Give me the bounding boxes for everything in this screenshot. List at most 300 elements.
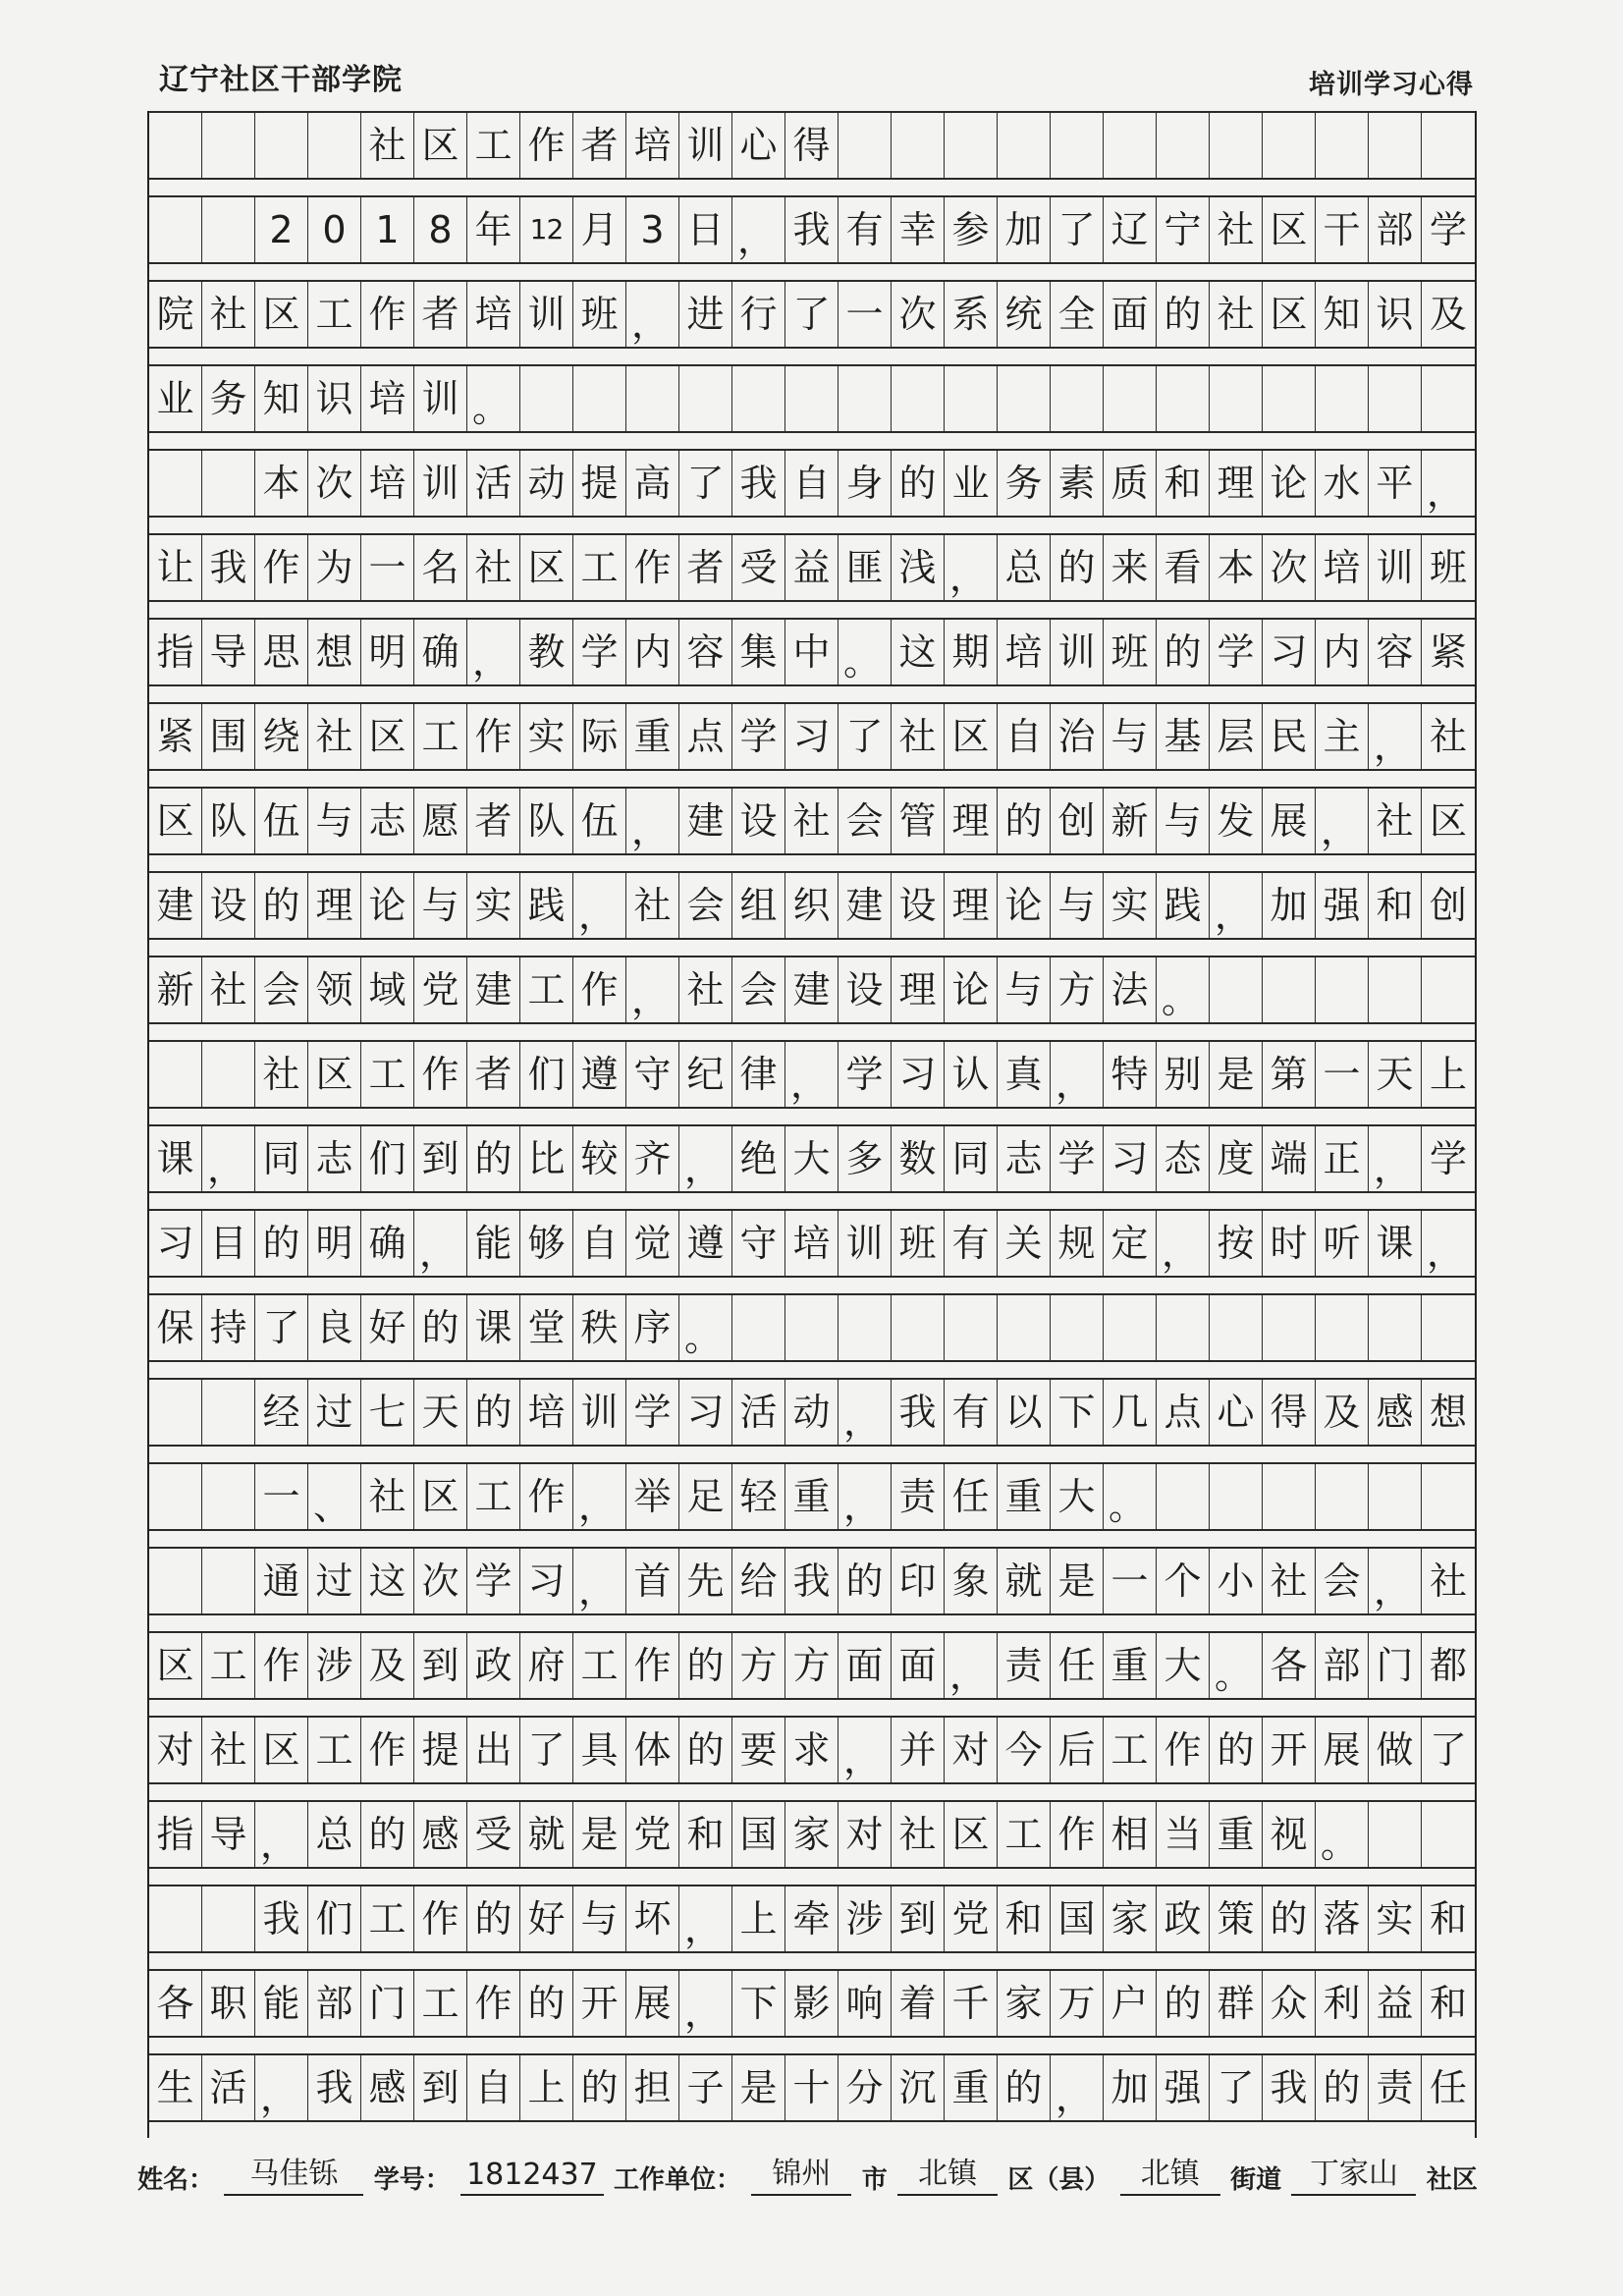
manuscript-cell: 本 (255, 451, 308, 516)
manuscript-cell: 足 (679, 1464, 732, 1529)
manuscript-cell: 设 (732, 789, 785, 853)
manuscript-cell: 训 (520, 282, 573, 347)
manuscript-cell: 国 (732, 1802, 785, 1867)
manuscript-cell: 面 (839, 1633, 892, 1698)
manuscript-cell: 重 (998, 1464, 1051, 1529)
manuscript-cell: 3 (626, 197, 679, 262)
manuscript-cell: 域 (361, 957, 414, 1022)
manuscript-cell: 基 (1157, 704, 1210, 769)
manuscript-row (149, 787, 1475, 871)
manuscript-cell-strip (149, 1378, 1475, 1447)
manuscript-cell: 的 (1051, 535, 1104, 600)
manuscript-cell: 及 (1316, 1380, 1369, 1445)
manuscript-cell: 培 (1316, 535, 1369, 600)
manuscript-cell: 。 (1157, 957, 1210, 1022)
manuscript-cell: 一 (1104, 1549, 1157, 1613)
manuscript-cell: 习 (1263, 620, 1316, 684)
manuscript-cell: 思 (255, 620, 308, 684)
manuscript-cell: 面 (892, 1633, 945, 1698)
manuscript-row (149, 1885, 1475, 1969)
manuscript-cell: 加 (998, 197, 1051, 262)
manuscript-cell: ， (414, 1211, 467, 1276)
manuscript-cell: 绝 (732, 1126, 785, 1191)
manuscript-cell: 出 (467, 1718, 520, 1782)
manuscript-cell: ， (626, 957, 679, 1022)
manuscript-cell: 作 (520, 1464, 573, 1529)
manuscript-cell: 学 (1429, 1137, 1467, 1180)
manuscript-cell: 策 (1210, 1886, 1263, 1951)
manuscript-cell: 作 (414, 1886, 467, 1951)
manuscript-cell: 十 (785, 2055, 839, 2120)
manuscript-cell: 齐 (626, 1126, 679, 1191)
manuscript-cell: 织 (785, 873, 839, 938)
manuscript-cell: 课 (1369, 1211, 1422, 1276)
manuscript-cell: 作 (1051, 1802, 1104, 1867)
name-value: 马佳铄 (224, 2149, 363, 2196)
manuscript-cell: 宁 (1157, 197, 1210, 262)
manuscript-cell: 次 (414, 1549, 467, 1613)
manuscript-cell: 社 (361, 113, 414, 178)
manuscript-cell (998, 366, 1051, 431)
manuscript-cell: 的 (679, 1633, 732, 1698)
manuscript-cell: 求 (785, 1718, 839, 1782)
manuscript-cell: 同 (255, 1126, 308, 1191)
manuscript-cell-strip (149, 1209, 1475, 1278)
manuscript-cell: 想 (308, 620, 361, 684)
manuscript-cell: 理 (945, 789, 998, 853)
manuscript-cell: 社 (892, 1802, 945, 1867)
manuscript-cell: 够 (520, 1211, 573, 1276)
city-label: 市 (861, 2165, 888, 2195)
manuscript-cell: 绕 (255, 704, 308, 769)
manuscript-cell: 社 (308, 704, 361, 769)
manuscript-cell: 建 (839, 873, 892, 938)
manuscript-cell (732, 366, 785, 431)
manuscript-cell (1422, 1464, 1475, 1529)
manuscript-cell: 以 (998, 1380, 1051, 1445)
manuscript-cell: ， (573, 1549, 626, 1613)
manuscript-cell: 紧 (149, 704, 202, 769)
manuscript-cell (945, 113, 998, 178)
manuscript-cell: 对 (839, 1802, 892, 1867)
manuscript-cell (149, 113, 202, 178)
manuscript-cell: 国 (1051, 1886, 1104, 1951)
manuscript-cell: 工 (467, 1464, 520, 1529)
manuscript-cell: 到 (414, 2055, 467, 2120)
manuscript-cell: 。 (1104, 1464, 1157, 1529)
manuscript-cell: 群 (1210, 1971, 1263, 2036)
manuscript-cell: 责 (998, 1633, 1051, 1698)
manuscript-row (149, 1969, 1475, 2053)
manuscript-cell: 次 (1263, 535, 1316, 600)
manuscript-cell-strip (149, 1040, 1475, 1109)
manuscript-cell: 关 (998, 1211, 1051, 1276)
manuscript-cell: 组 (732, 873, 785, 938)
manuscript-cell (1210, 113, 1263, 178)
manuscript-cell: 感 (414, 1802, 467, 1867)
manuscript-cell: 质 (1104, 451, 1157, 516)
manuscript-cell: 与 (414, 873, 467, 938)
manuscript-cell: 了 (255, 1295, 308, 1360)
manuscript-cell: ， (732, 197, 785, 262)
manuscript-cell: 工 (361, 1886, 414, 1951)
manuscript-cell-strip (149, 195, 1475, 264)
manuscript-cell: 重 (626, 704, 679, 769)
manuscript-cell: 动 (520, 451, 573, 516)
manuscript-cell (785, 366, 839, 431)
manuscript-cell: 具 (573, 1718, 626, 1782)
manuscript-row (149, 1124, 1475, 1209)
manuscript-cell: 区 (255, 282, 308, 347)
manuscript-row (149, 871, 1475, 956)
manuscript-cell: ， (839, 1464, 892, 1529)
manuscript-cell: 建 (467, 957, 520, 1022)
manuscript-cell: 责 (892, 1464, 945, 1529)
manuscript-cell: 明 (308, 1211, 361, 1276)
manuscript-cell (308, 113, 361, 178)
manuscript-cell: 大 (785, 1126, 839, 1191)
manuscript-cell: 新 (1104, 789, 1157, 853)
manuscript-cell: 担 (626, 2055, 679, 2120)
manuscript-cell: 践 (520, 873, 573, 938)
manuscript-cell: 区 (945, 1802, 998, 1867)
manuscript-cell: 作 (414, 1042, 467, 1107)
manuscript-cell: ， (255, 2055, 308, 2120)
manuscript-cell: 方 (732, 1633, 785, 1698)
manuscript-cell: 内 (1316, 620, 1369, 684)
manuscript-cell: 到 (414, 1633, 467, 1698)
manuscript-cell: 要 (732, 1718, 785, 1782)
manuscript-cell: 、 (308, 1464, 361, 1529)
manuscript-cell: 守 (626, 1042, 679, 1107)
manuscript-cell (1157, 366, 1210, 431)
manuscript-cell: 工 (467, 113, 520, 178)
manuscript-cell-strip (149, 956, 1475, 1024)
manuscript-cell: 课 (149, 1126, 202, 1191)
manuscript-cell: 们 (308, 1886, 361, 1951)
manuscript-cell: 论 (1263, 451, 1316, 516)
manuscript-cell-strip (149, 618, 1475, 686)
manuscript-cell: 一 (361, 535, 414, 600)
manuscript-cell: 发 (1210, 789, 1263, 853)
manuscript-cell: 政 (467, 1633, 520, 1698)
manuscript-cell: 家 (785, 1802, 839, 1867)
manuscript-cell: 法 (1104, 957, 1157, 1022)
manuscript-cell: 伍 (573, 789, 626, 853)
manuscript-cell: 习 (785, 704, 839, 769)
manuscript-cell: 任 (1051, 1633, 1104, 1698)
manuscript-cell: 实 (1369, 1886, 1422, 1951)
manuscript-cell (1369, 957, 1422, 1022)
manuscript-cell: 了 (1429, 1728, 1467, 1772)
manuscript-cell: ， (1051, 1042, 1104, 1107)
manuscript-cell: 确 (361, 1211, 414, 1276)
manuscript-cell: 通 (255, 1549, 308, 1613)
manuscript-cell: 们 (520, 1042, 573, 1107)
manuscript-cell: 经 (255, 1380, 308, 1445)
manuscript-cell: 纪 (679, 1042, 732, 1107)
manuscript-cell: 设 (839, 957, 892, 1022)
manuscript-cell: 者 (414, 282, 467, 347)
manuscript-cell: ， (1369, 704, 1422, 769)
manuscript-cell: 工 (414, 704, 467, 769)
manuscript-cell-strip (149, 1547, 1475, 1615)
manuscript-cell: 户 (1104, 1971, 1157, 2036)
manuscript-row (149, 1631, 1475, 1716)
manuscript-cell: 千 (945, 1971, 998, 2036)
manuscript-cell-strip (149, 1124, 1475, 1193)
manuscript-cell (149, 1886, 202, 1951)
manuscript-cell: 设 (202, 873, 255, 938)
manuscript-cell: 展 (1316, 1718, 1369, 1782)
manuscript-cell: 较 (573, 1126, 626, 1191)
manuscript-cell (1422, 366, 1475, 431)
manuscript-cell (149, 1549, 202, 1613)
manuscript-cell: 论 (945, 957, 998, 1022)
manuscript-cell (1210, 1464, 1263, 1529)
manuscript-cell: 社 (467, 535, 520, 600)
manuscript-cell: 区 (1429, 799, 1467, 843)
manuscript-cell: 加 (1104, 2055, 1157, 2120)
manuscript-cell (1422, 113, 1475, 178)
manuscript-cell: 理 (892, 957, 945, 1022)
manuscript-cell (1157, 113, 1210, 178)
manuscript-cell: 门 (1369, 1633, 1422, 1698)
manuscript-cell: 目 (202, 1211, 255, 1276)
manuscript-row (149, 280, 1475, 364)
city-value: 锦州 (751, 2149, 851, 2196)
manuscript-cell (998, 113, 1051, 178)
manuscript-cell (1051, 1295, 1104, 1360)
manuscript-cell: 后 (1051, 1718, 1104, 1782)
manuscript-cell: 论 (998, 873, 1051, 938)
manuscript-cell: 听 (1316, 1211, 1369, 1276)
name-label: 姓名： (137, 2165, 215, 2195)
manuscript-cell: 实 (1104, 873, 1157, 938)
manuscript-cell: 落 (1316, 1886, 1369, 1951)
manuscript-cell: 的 (892, 451, 945, 516)
manuscript-cell: 影 (785, 1971, 839, 2036)
manuscript-cell: 8 (414, 197, 467, 262)
manuscript-cell: 大 (1051, 1464, 1104, 1529)
manuscript-cell: 轻 (732, 1464, 785, 1529)
manuscript-cell: 作 (361, 282, 414, 347)
manuscript-cell: 课 (467, 1295, 520, 1360)
manuscript-cell: 务 (202, 366, 255, 431)
manuscript-cell (1316, 113, 1369, 178)
manuscript-cell: 和 (1157, 451, 1210, 516)
manuscript-cell: 训 (414, 366, 467, 431)
community-label: 社区 (1426, 2165, 1478, 2195)
manuscript-cell: 社 (202, 282, 255, 347)
manuscript-cell: 区 (149, 789, 202, 853)
manuscript-cell: 素 (1051, 451, 1104, 516)
manuscript-cell: 及 (361, 1633, 414, 1698)
manuscript-cell: 区 (414, 113, 467, 178)
manuscript-cell: 部 (308, 1971, 361, 2036)
manuscript-cell: 利 (1316, 1971, 1369, 2036)
manuscript-cell: 心 (732, 113, 785, 178)
manuscript-cell: 。 (679, 1295, 732, 1360)
manuscript-cell: 者 (467, 1042, 520, 1107)
manuscript-cell: 浅 (892, 535, 945, 600)
manuscript-cell: 习 (1104, 1126, 1157, 1191)
manuscript-cell: 和 (679, 1802, 732, 1867)
manuscript-cell: 本 (1210, 535, 1263, 600)
manuscript-cell: 是 (573, 1802, 626, 1867)
manuscript-cell: 年 (467, 197, 520, 262)
manuscript-cell: 我 (202, 535, 255, 600)
manuscript-row (149, 364, 1475, 449)
manuscript-cell (839, 113, 892, 178)
manuscript-cell: 学 (1051, 1126, 1104, 1191)
manuscript-cell: 展 (1263, 789, 1316, 853)
manuscript-cell: ， (573, 873, 626, 938)
manuscript-cell: 业 (149, 366, 202, 431)
manuscript-cell: 领 (308, 957, 361, 1022)
manuscript-cell: 院 (149, 282, 202, 347)
manuscript-cell: 1 (361, 197, 414, 262)
manuscript-cell: 首 (626, 1549, 679, 1613)
manuscript-row (149, 1040, 1475, 1124)
manuscript-cell: 今 (998, 1718, 1051, 1782)
manuscript-cell: 得 (1263, 1380, 1316, 1445)
manuscript-cell: 我 (308, 2055, 361, 2120)
manuscript-cell: 会 (1316, 1549, 1369, 1613)
manuscript-cell: 了 (785, 282, 839, 347)
manuscript-cell: 着 (892, 1971, 945, 2036)
manuscript-cell: 次 (892, 282, 945, 347)
manuscript-cell: 同 (945, 1126, 998, 1191)
manuscript-cell: 并 (892, 1718, 945, 1782)
manuscript-cell (679, 366, 732, 431)
manuscript-cell: 是 (1210, 1042, 1263, 1107)
manuscript-cell: ， (1051, 2055, 1104, 2120)
manuscript-cell: 愿 (414, 789, 467, 853)
manuscript-cell (1422, 1295, 1475, 1360)
manuscript-cell: ， (679, 1126, 732, 1191)
manuscript-cell: 数 (892, 1126, 945, 1191)
manuscript-cell: 班 (573, 282, 626, 347)
manuscript-cell: 识 (1369, 282, 1422, 347)
manuscript-cell: 强 (1316, 873, 1369, 938)
manuscript-cell: ， (679, 1886, 732, 1951)
manuscript-cell (1157, 1295, 1210, 1360)
manuscript-row (149, 1800, 1475, 1885)
manuscript-cell: 中 (785, 620, 839, 684)
manuscript-cell: 重 (1104, 1633, 1157, 1698)
manuscript-cell: 学 (626, 1380, 679, 1445)
manuscript-cell: 来 (1104, 535, 1157, 600)
manuscript-cell: 子 (679, 2055, 732, 2120)
manuscript-row (149, 2053, 1475, 2138)
manuscript-cell: 自 (573, 1211, 626, 1276)
manuscript-cell: 持 (202, 1295, 255, 1360)
manuscript-cell (202, 1042, 255, 1107)
manuscript-cell-strip (149, 1462, 1475, 1531)
manuscript-cell: 有 (945, 1211, 998, 1276)
manuscript-cell: 社 (1263, 1549, 1316, 1613)
manuscript-cell: 开 (573, 1971, 626, 2036)
manuscript-cell (149, 1380, 202, 1445)
manuscript-cell (255, 113, 308, 178)
manuscript-cell: 象 (945, 1549, 998, 1613)
manuscript-cell: 我 (785, 197, 839, 262)
manuscript-cell: 的 (1316, 2055, 1369, 2120)
manuscript-cell: 天 (1369, 1042, 1422, 1107)
manuscript-cell: 点 (1157, 1380, 1210, 1445)
manuscript-cell: ， (255, 1802, 308, 1867)
manuscript-cell: 受 (732, 535, 785, 600)
manuscript-cell: 培 (998, 620, 1051, 684)
manuscript-cell: 会 (732, 957, 785, 1022)
manuscript-cell: 建 (149, 873, 202, 938)
manuscript-cell: 好 (520, 1886, 573, 1951)
manuscript-cell: 坏 (626, 1886, 679, 1951)
manuscript-cell (1210, 1295, 1263, 1360)
manuscript-cell: 方 (1051, 957, 1104, 1022)
district-label: 区（县） (1007, 2165, 1110, 2195)
manuscript-row (149, 702, 1475, 787)
manuscript-cell: 觉 (626, 1211, 679, 1276)
manuscript-cell: 活 (732, 1380, 785, 1445)
manuscript-cell: 就 (520, 1802, 573, 1867)
manuscript-cell: 的 (1157, 620, 1210, 684)
manuscript-cell: 时 (1263, 1211, 1316, 1276)
manuscript-cell (149, 1042, 202, 1107)
manuscript-cell: 和 (1429, 1982, 1467, 2025)
manuscript-cell: 就 (998, 1549, 1051, 1613)
manuscript-cell (1263, 957, 1316, 1022)
manuscript-cell: 。 (839, 620, 892, 684)
manuscript-cell (202, 451, 255, 516)
manuscript-cell (202, 197, 255, 262)
manuscript-cell-strip (149, 364, 1475, 433)
manuscript-cell (202, 1886, 255, 1951)
manuscript-cell: 好 (361, 1295, 414, 1360)
manuscript-cell: 期 (945, 620, 998, 684)
manuscript-row (149, 1293, 1475, 1378)
manuscript-cell: 确 (414, 620, 467, 684)
manuscript-cell: 习 (892, 1042, 945, 1107)
manuscript-cell: 按 (1210, 1211, 1263, 1276)
manuscript-cell: 做 (1369, 1718, 1422, 1782)
manuscript-cell: 响 (839, 1971, 892, 2036)
manuscript-cell: 层 (1210, 704, 1263, 769)
manuscript-row (149, 449, 1475, 533)
manuscript-cell: 提 (414, 1718, 467, 1782)
manuscript-cell (1210, 366, 1263, 431)
manuscript-cell: 0 (308, 197, 361, 262)
manuscript-cell: 工 (308, 1718, 361, 1782)
manuscript-cell: 对 (149, 1718, 202, 1782)
manuscript-cell: 比 (520, 1126, 573, 1191)
manuscript-cell: 过 (308, 1549, 361, 1613)
manuscript-cell: 作 (626, 1633, 679, 1698)
manuscript-cell: 各 (149, 1971, 202, 2036)
manuscript-cell: 班 (892, 1211, 945, 1276)
manuscript-cell: 区 (255, 1718, 308, 1782)
manuscript-cell: 实 (467, 873, 520, 938)
manuscript-cell: 作 (573, 957, 626, 1022)
manuscript-cell: 区 (1263, 282, 1316, 347)
manuscript-cell (626, 366, 679, 431)
manuscript-cell: 理 (1210, 451, 1263, 516)
manuscript-cell: 万 (1051, 1971, 1104, 2036)
manuscript-cell: 生 (149, 2055, 202, 2120)
manuscript-cell: 七 (361, 1380, 414, 1445)
manuscript-cell: 参 (945, 197, 998, 262)
